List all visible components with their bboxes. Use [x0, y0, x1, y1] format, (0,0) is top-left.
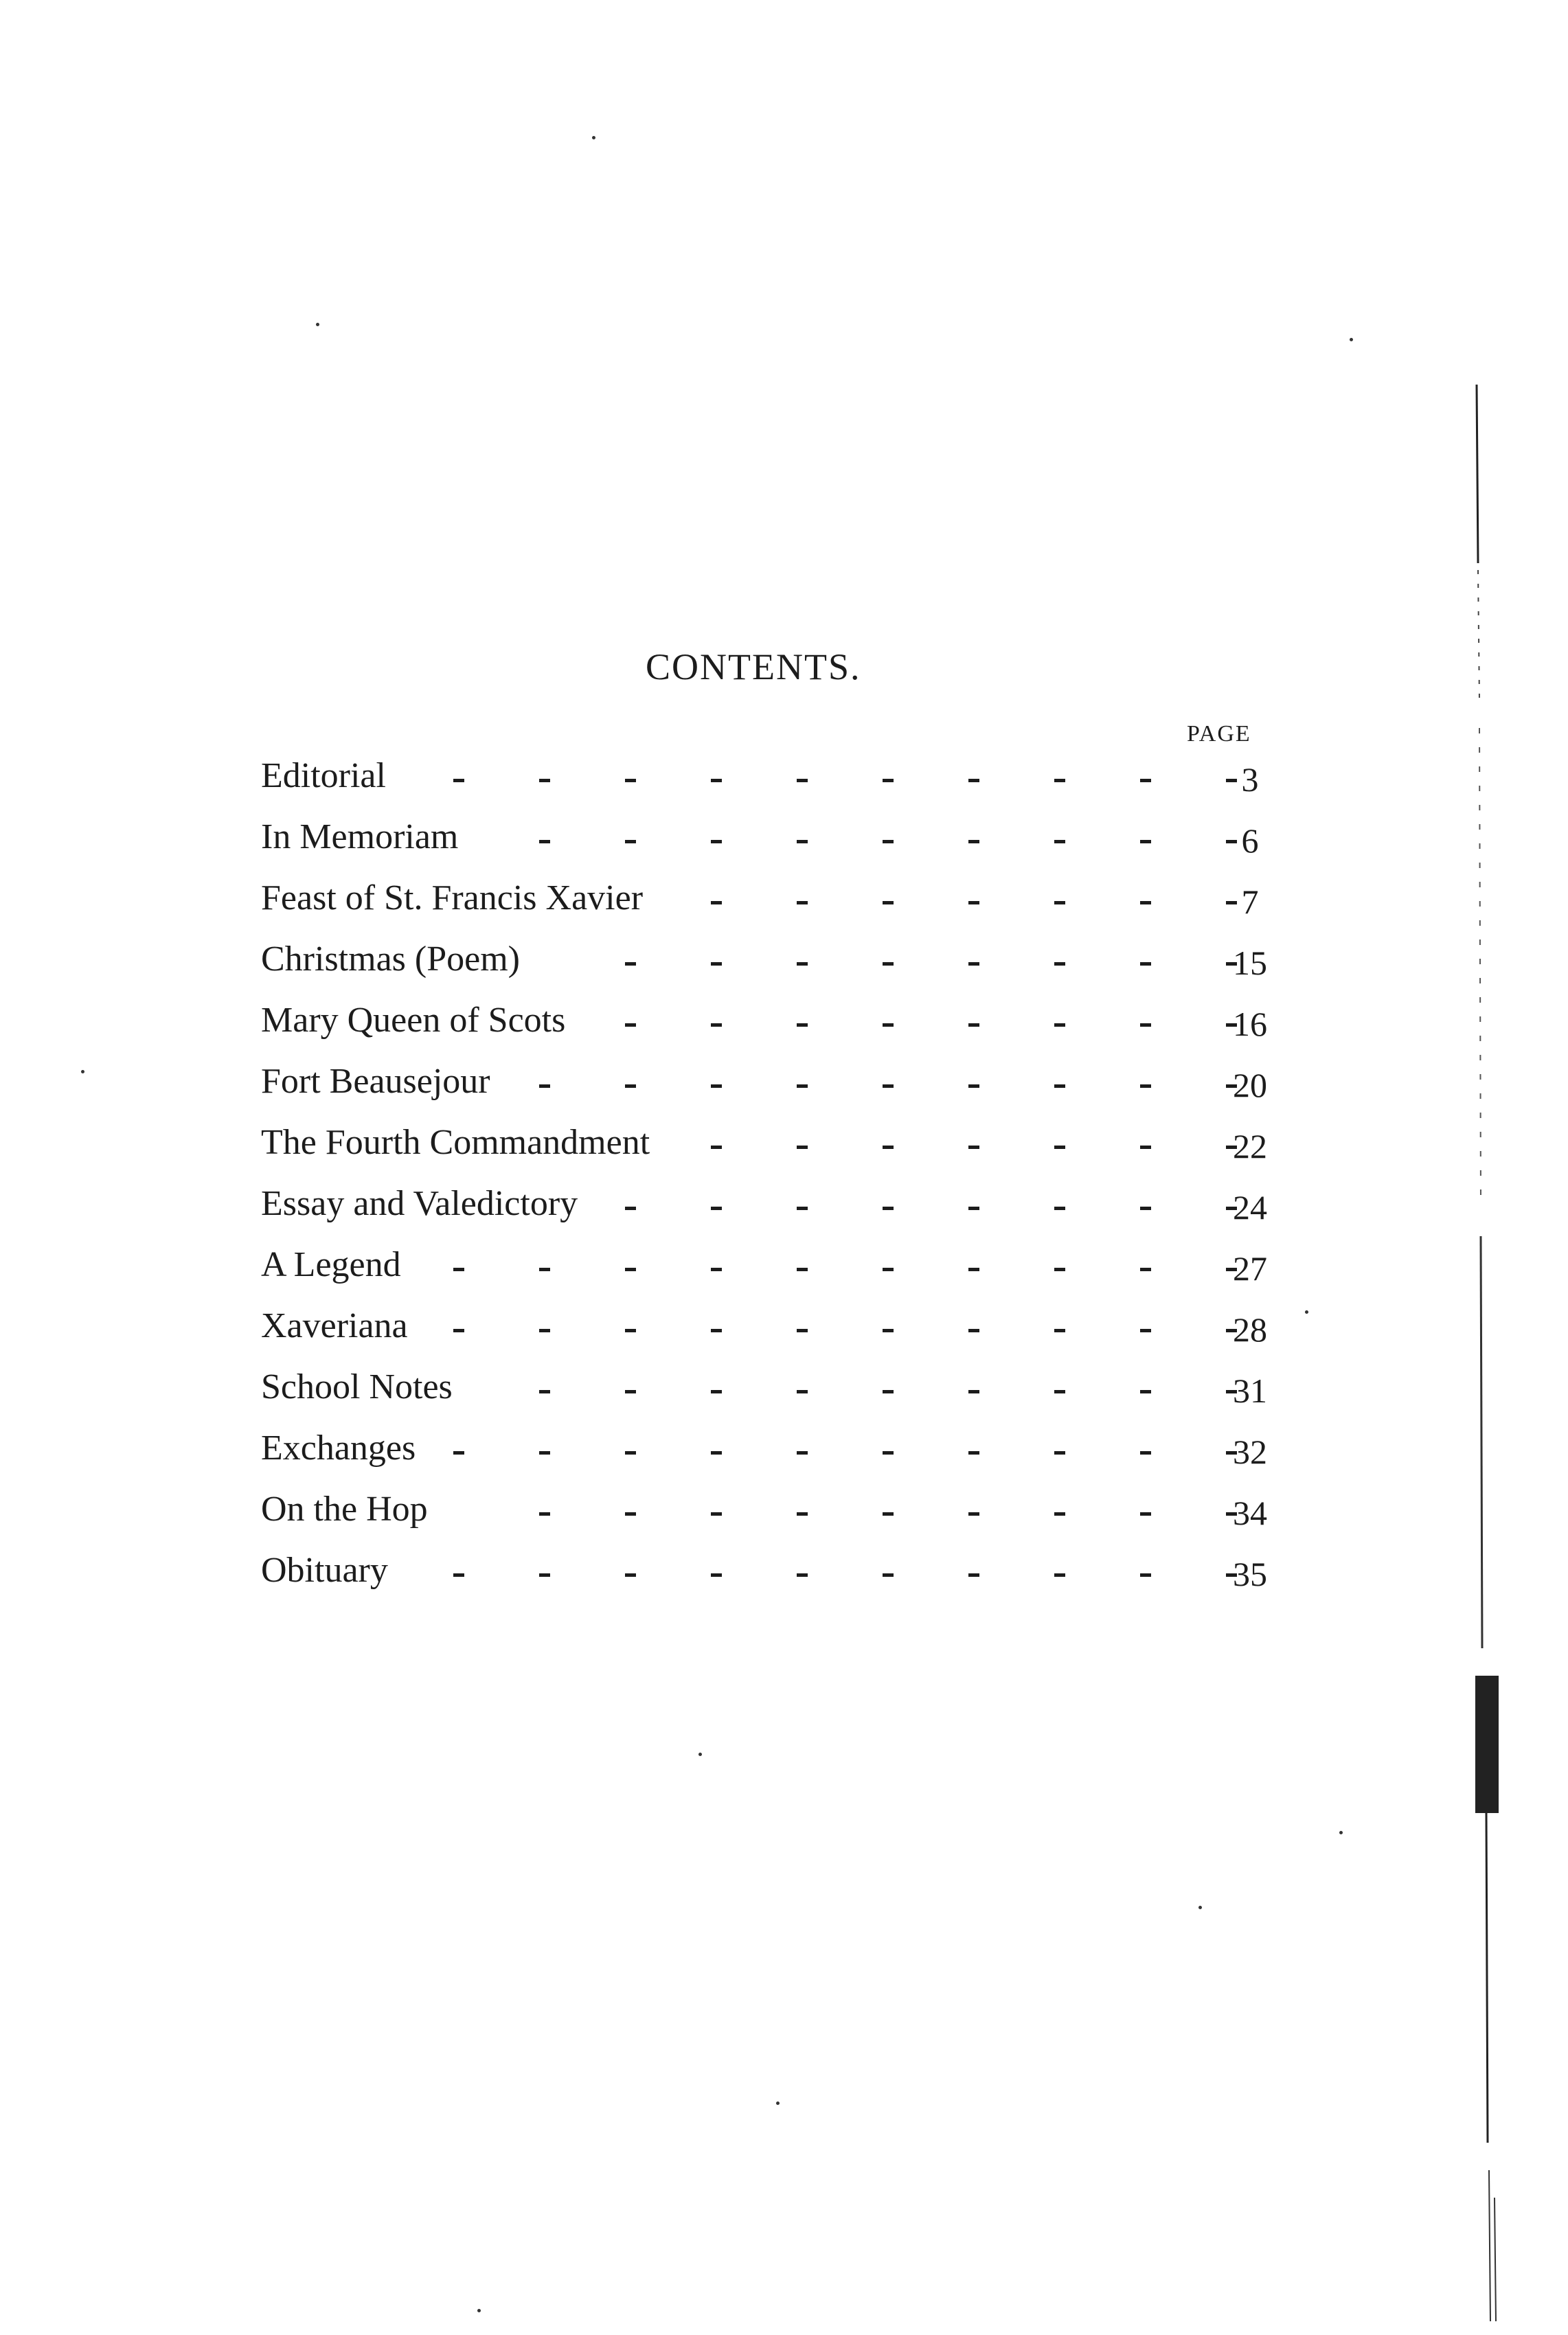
toc-entry-page: 27 [1233, 1249, 1267, 1288]
toc-entry [261, 1000, 1267, 1061]
leader-dash [797, 1207, 808, 1210]
scan-speck [316, 323, 319, 326]
leader-dash [883, 1207, 894, 1210]
toc-entry [261, 1367, 1267, 1428]
leader-dash [883, 1084, 894, 1088]
leader-dash [968, 1390, 979, 1393]
leader-dashes [261, 1122, 1181, 1183]
leader-dash [968, 1268, 979, 1271]
leader-dash [968, 1329, 979, 1332]
leader-dashes [261, 1061, 1181, 1122]
leader-dashes [261, 1550, 1181, 1611]
leader-dash [711, 1146, 722, 1149]
leader-dash [968, 840, 979, 843]
toc-entry-title: A Legend [261, 1245, 401, 1284]
leader-dash [883, 1023, 894, 1027]
leader-dash [797, 1084, 808, 1088]
leader-dash [539, 1268, 550, 1271]
leader-dashes [261, 817, 1181, 878]
leader-dash [1054, 1146, 1065, 1149]
leader-dash [1140, 1084, 1151, 1088]
leader-dash [883, 779, 894, 782]
leader-dash [1054, 962, 1065, 966]
leader-dash [711, 1084, 722, 1088]
toc-entry-title: Essay and Valedictory [261, 1184, 578, 1223]
leader-dashes [261, 755, 1181, 817]
leader-dash [625, 1268, 636, 1271]
leader-dash [968, 1146, 979, 1149]
scan-speck [477, 2309, 481, 2312]
leader-dashes [261, 1367, 1181, 1428]
leader-dash [539, 840, 550, 843]
leader-dash [711, 1329, 722, 1332]
leader-dash [539, 1084, 550, 1088]
leader-dash [883, 840, 894, 843]
toc-entry-title: Xaveriana [261, 1306, 408, 1345]
leader-dash [453, 1268, 464, 1271]
leader-dash [883, 1512, 894, 1516]
leader-dash [711, 1573, 722, 1577]
scan-speck [1198, 1906, 1202, 1909]
scan-speck [1305, 1310, 1308, 1314]
contents-title: CONTENTS. [646, 646, 861, 687]
leader-dashes [261, 1244, 1181, 1306]
leader-dash [625, 1573, 636, 1577]
leader-dash [539, 1512, 550, 1516]
toc-entry-title: Obituary [261, 1551, 388, 1590]
leader-dashes [261, 1428, 1181, 1489]
leader-dash [883, 1146, 894, 1149]
leader-dash [797, 1390, 808, 1393]
leader-dash [797, 962, 808, 966]
leader-dash [968, 1023, 979, 1027]
leader-dash [1140, 840, 1151, 843]
leader-dash [1054, 1084, 1065, 1088]
leader-dash [711, 1390, 722, 1393]
leader-dash [1140, 1512, 1151, 1516]
scan-speck [592, 136, 595, 139]
leader-dash [711, 779, 722, 782]
scan-speck [81, 1070, 84, 1073]
toc-entry-title: School Notes [261, 1367, 453, 1406]
leader-dash [883, 1573, 894, 1577]
leader-dashes [261, 1489, 1181, 1550]
leader-dash [453, 1329, 464, 1332]
toc-entry-title: Christmas (Poem) [261, 939, 520, 979]
leader-dash [539, 1451, 550, 1455]
toc-entry-page: 6 [1241, 821, 1259, 860]
leader-dash [711, 1207, 722, 1210]
leader-dash [1140, 1023, 1151, 1027]
toc-entry [261, 939, 1267, 1000]
leader-dash [797, 779, 808, 782]
leader-dash [711, 962, 722, 966]
toc-entry-page: 20 [1233, 1066, 1267, 1104]
toc-entry [261, 1428, 1267, 1489]
toc-entry [261, 1489, 1267, 1550]
leader-dash [968, 1207, 979, 1210]
leader-dash [968, 962, 979, 966]
leader-dash [1140, 1390, 1151, 1393]
leader-dash [625, 1023, 636, 1027]
leader-dash [1054, 901, 1065, 904]
leader-dashes [261, 1000, 1181, 1061]
leader-dash [1140, 901, 1151, 904]
leader-dash [625, 1451, 636, 1455]
leader-dash [797, 1023, 808, 1027]
leader-dash [625, 1329, 636, 1332]
toc-entry-title: On the Hop [261, 1490, 428, 1529]
toc-entry-title: Editorial [261, 756, 386, 795]
leader-dash [968, 901, 979, 904]
leader-dash [1054, 1573, 1065, 1577]
toc-entry-page: 22 [1233, 1127, 1267, 1165]
leader-dash [1140, 1451, 1151, 1455]
toc-entry-title: Feast of St. Francis Xavier [261, 878, 644, 918]
leader-dash [625, 1207, 636, 1210]
leader-dash [1054, 1329, 1065, 1332]
toc-entry-page: 31 [1233, 1371, 1267, 1410]
leader-dash [797, 1451, 808, 1455]
page-column-header: PAGE [1187, 721, 1251, 747]
leader-dash [625, 1390, 636, 1393]
leader-dash [711, 1268, 722, 1271]
leader-dash [1140, 1573, 1151, 1577]
leader-dash [797, 901, 808, 904]
leader-dash [797, 1146, 808, 1149]
binding-edge-mark [1470, 343, 1511, 2335]
leader-dash [1140, 1146, 1151, 1149]
toc-entry-page: 34 [1233, 1494, 1267, 1532]
leader-dash [1140, 962, 1151, 966]
leader-dash [625, 1084, 636, 1088]
toc-entry-page: 28 [1233, 1310, 1267, 1349]
leader-dash [453, 779, 464, 782]
leader-dash [797, 1573, 808, 1577]
leader-dash [539, 1390, 550, 1393]
leader-dash [539, 779, 550, 782]
leader-dash [797, 1329, 808, 1332]
toc-entry-page: 7 [1241, 882, 1259, 921]
leader-dash [1140, 1268, 1151, 1271]
toc-entry-page: 16 [1233, 1005, 1267, 1043]
leader-dash [883, 1329, 894, 1332]
leader-dash [968, 1084, 979, 1088]
toc-entry [261, 1183, 1267, 1244]
leader-dash [539, 1573, 550, 1577]
leader-dash [883, 1451, 894, 1455]
leader-dash [968, 1451, 979, 1455]
toc-entry-page: 24 [1233, 1188, 1267, 1227]
leader-dash [1054, 1023, 1065, 1027]
toc-entry [261, 1550, 1267, 1611]
leader-dash [883, 1268, 894, 1271]
toc-entry [261, 878, 1264, 939]
leader-dash [711, 1512, 722, 1516]
leader-dash [1140, 779, 1151, 782]
leader-dash [1140, 1207, 1151, 1210]
leader-dash [1054, 1268, 1065, 1271]
leader-dash [968, 1512, 979, 1516]
toc-entry-page: 15 [1233, 944, 1267, 982]
toc-entry-page: 32 [1233, 1433, 1267, 1471]
toc-entry-title: In Memoriam [261, 817, 459, 856]
scan-speck [698, 1753, 702, 1756]
leader-dashes [261, 878, 1181, 939]
toc-entry-page: 3 [1241, 760, 1259, 799]
toc-entry [261, 1061, 1267, 1122]
leader-dash [625, 840, 636, 843]
toc-entry [261, 755, 1264, 817]
leader-dashes [261, 1306, 1181, 1367]
leader-dash [1054, 1451, 1065, 1455]
table-of-contents [261, 755, 1267, 1611]
leader-dash [1054, 779, 1065, 782]
leader-dash [711, 901, 722, 904]
leader-dash [453, 1573, 464, 1577]
toc-entry [261, 1244, 1267, 1306]
leader-dash [968, 1573, 979, 1577]
leader-dash [625, 779, 636, 782]
scan-speck [1339, 1831, 1343, 1834]
leader-dash [453, 1451, 464, 1455]
leader-dash [797, 1512, 808, 1516]
toc-entry-page: 35 [1233, 1555, 1267, 1593]
leader-dash [1140, 1329, 1151, 1332]
leader-dash [883, 1390, 894, 1393]
leader-dashes [261, 939, 1181, 1000]
leader-dash [797, 1268, 808, 1271]
leader-dash [1054, 1207, 1065, 1210]
leader-dash [625, 962, 636, 966]
leader-dash [883, 962, 894, 966]
toc-entry-title: Fort Beausejour [261, 1062, 490, 1101]
leader-dash [1054, 1390, 1065, 1393]
scan-speck [1350, 338, 1353, 341]
toc-entry [261, 1306, 1267, 1367]
leader-dash [968, 779, 979, 782]
leader-dash [711, 1023, 722, 1027]
toc-entry [261, 817, 1264, 878]
leader-dashes [261, 1183, 1181, 1244]
leader-dash [797, 840, 808, 843]
scan-speck [776, 2102, 780, 2105]
leader-dash [1054, 840, 1065, 843]
toc-entry-title: Mary Queen of Scots [261, 1001, 566, 1040]
leader-dash [883, 901, 894, 904]
toc-entry-title: The Fourth Commandment [261, 1123, 650, 1162]
toc-entry [261, 1122, 1267, 1183]
leader-dash [539, 1329, 550, 1332]
leader-dash [711, 1451, 722, 1455]
leader-dash [1054, 1512, 1065, 1516]
leader-dash [625, 1512, 636, 1516]
leader-dash [711, 840, 722, 843]
toc-entry-title: Exchanges [261, 1428, 416, 1468]
